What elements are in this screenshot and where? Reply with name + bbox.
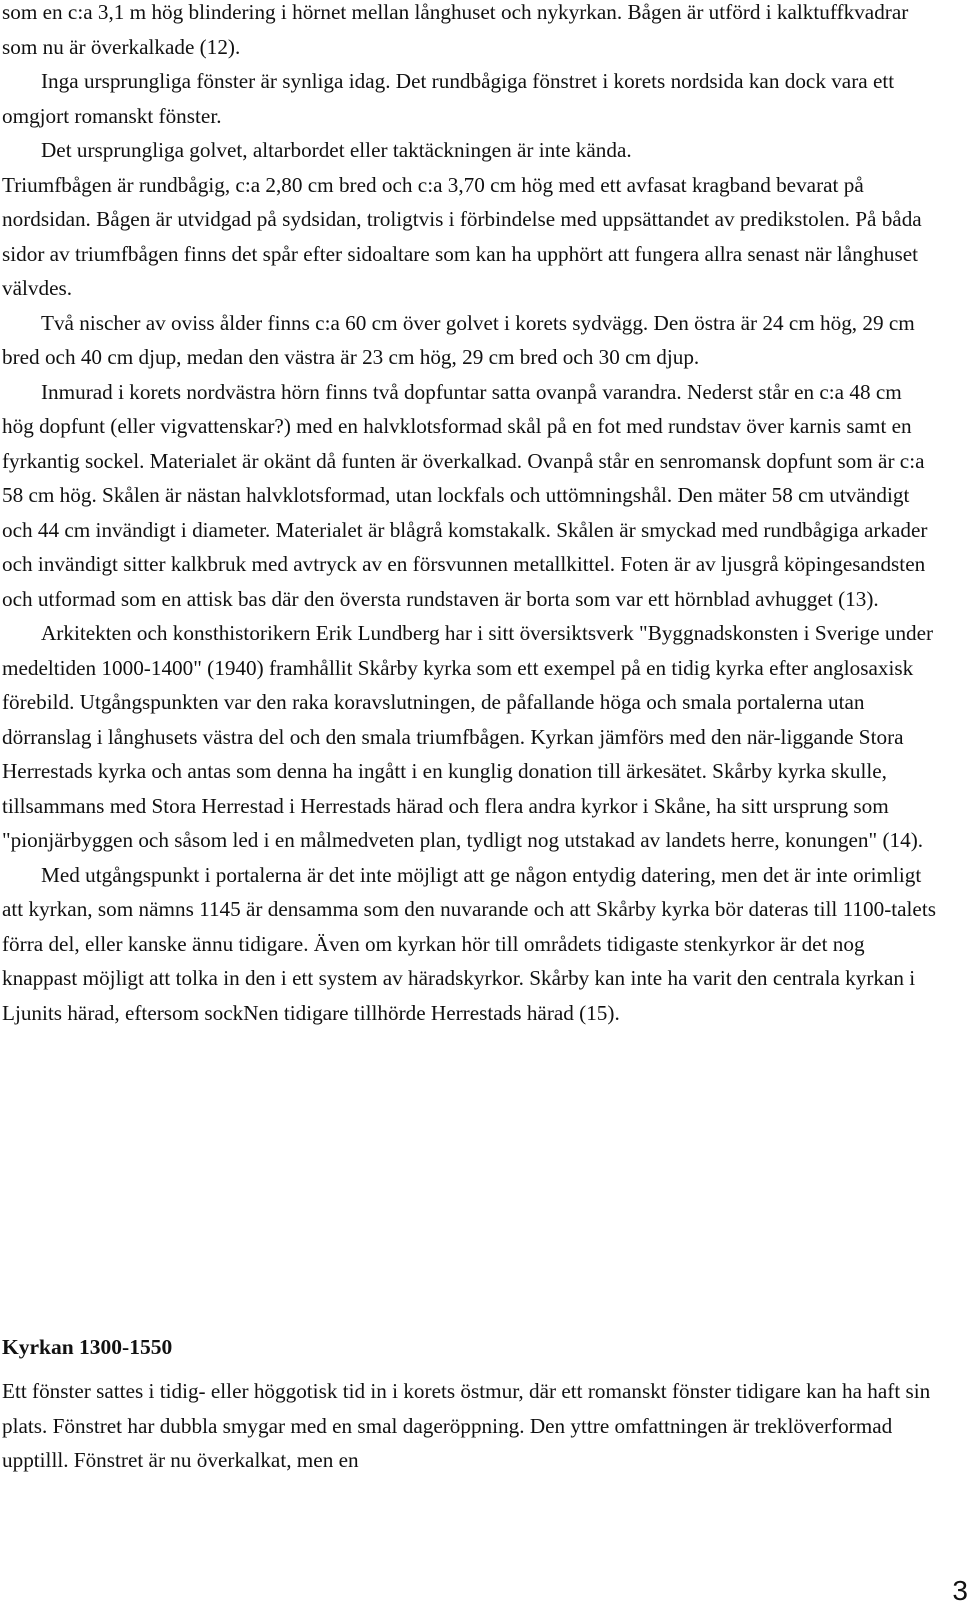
paragraph-floor: Det ursprungliga golvet, altarbordet eller taktäckningen är inte kända. [41,138,632,162]
paragraph-triumphal-arch: Triumfbågen är rundbågig, c:a 2,80 cm bred och c:a 3,70 cm hög med ett avfasat kragband bevarat på nordsidan. Bågen är utvidgad på sydsidan, troligtvis i förbindelse med uppsättandet av predikstolen. På båda sidor av triumfbågen finns det spår efter sidoaltare som kan ha upphört att fungera allra senast när långhuset välvdes. [2,172,922,300]
section-body [2,1374,937,1478]
section-heading: Kyrkan 1300-1550 [2,1335,173,1359]
paragraph-gothic-window: Ett fönster sattes i tidig- eller höggotisk tid in i korets östmur, där ett romanskt fönster tidigare kan ha haft sin plats. Fönstret har dubbla smygar med en smal dageröppning. Den yttre omfattningen är treklöverformad upptilll. Fönstret är nu överkalkat, men en [2,1379,931,1472]
paragraph-lundberg: Arkitekten och konsthistorikern Erik Lundberg har i sitt översiktsverk "Byggnadskonsten i Sverige under medeltiden 1000-1400" (1940) framhållit Skårby kyrka som ett exempel på en tidig kyrka efter anglosaxisk förebild. Utgångspunkten var den raka koravslutningen, de påfallande höga och smala portalerna utan dörranslag i långhusets västra del och den smala triumfbågen. Kyrkan jämförs med den när-liggande Stora Herrestads kyrka och antas som denna ha ingått i en kunglig donation till ärkesätet. Skårby kyrka skulle, tillsammans med Stora Herrestad i Herrestads härad och flera andra kyrkor i Skåne, ha sitt ursprung som "pionjärbyggen och såsom led i en målmedveten plan, tydligt nog utstakad av landets herre, konungen" (14). [2,621,934,852]
paragraph-fonts: Inmurad i korets nordvästra hörn finns två dopfuntar satta ovanpå varandra. Nederst står en c:a 48 cm hög dopfunt (eller vigvattenskar?) med en halvklotsformad skål på en fot med rundstav över karnis samt en fyrkantig sockel. Materialet är okänt då funten är överkalkad. Ovanpå står en senromansk dopfunt som är c:a 58 cm hög. Skålen är nästan halvklotsformad, utan lockfals och uttömningshål. Den mäter 58 cm utvändigt och 44 cm invändigt i diameter. Materialet är blågrå komstakalk. Skålen är smyckad med rundbågiga arkader och invändigt sitter kalkbruk med avtryck av en försvunnen metallkittel. Foten är av ljusgrå köpingesandsten och utformad som en attisk bas där den översta rundstaven är borta som var ett hörnblad avhugget (13). [2,379,928,611]
page-number: 3 [952,1575,968,1606]
paragraph-dating: Med utgångspunkt i portalerna är det inte möjligt att ge någon entydig datering, men det är inte orimligt att kyrkan, som nämns 1145 är densamma som den nuvarande och att Skårby kyrka bör dateras till 1100-talets förra del, eller kanske ännu tidigare. Även om kyrkan hör till områdets tidigaste stenkyrkor är det nog knappast möjligt att tolka in den i ett system av häradskyrkor. Skårby kan inte ha varit den centrala kyrkan i Ljunits härad, eftersom sockNen tidigare tillhörde Herrestads härad (15). [2,862,936,1025]
paragraph-arch-continuation: som en c:a 3,1 m hög blindering i hörnet mellan långhuset och nykyrkan. Bågen är utförd i kalktuffkvadrar som nu är överkalkade (12). [2,0,909,59]
paragraph-windows: Inga ursprungliga fönster är synliga idag. Det rundbågiga fönstret i korets nordsida kan dock vara ett omgjort romanskt fönster. [2,69,895,128]
paragraph-niches: Två nischer av oviss ålder finns c:a 60 cm över golvet i korets sydvägg. Den östra är 24 cm hög, 29 cm bred och 40 cm djup, medan den västra är 23 cm hög, 29 cm bred och 30 cm djup. [2,310,915,369]
document-body [2,0,937,1030]
